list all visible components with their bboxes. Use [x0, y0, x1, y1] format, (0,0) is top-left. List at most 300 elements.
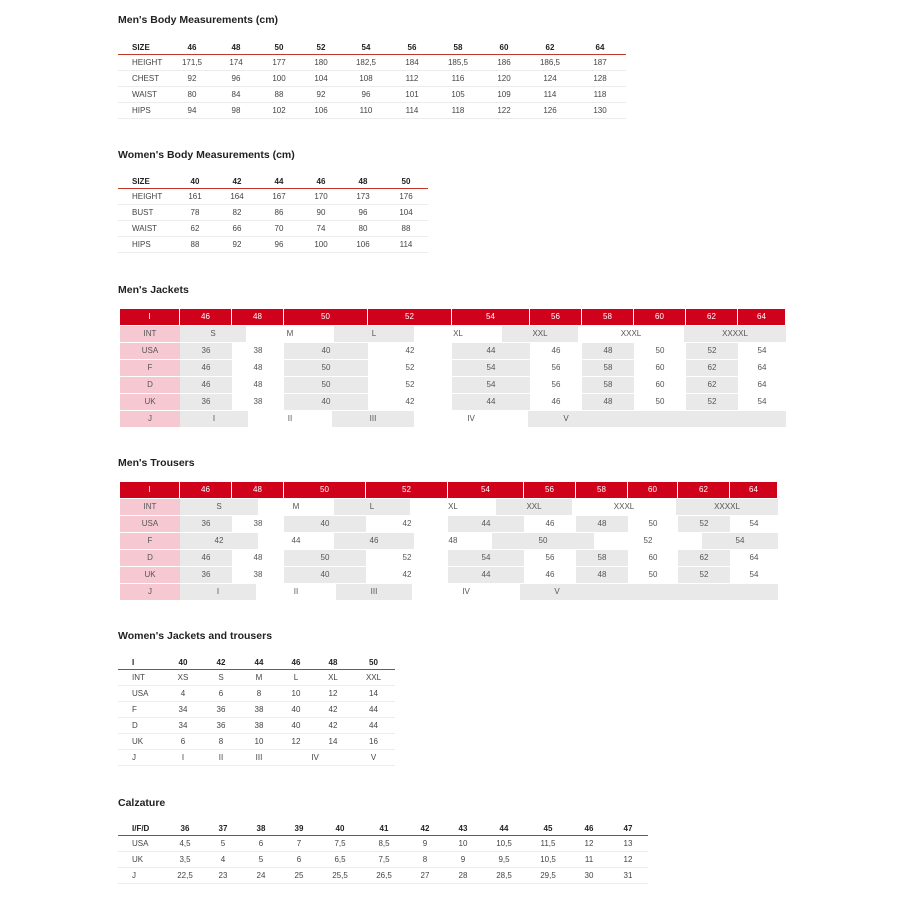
- table-cell: M: [240, 670, 278, 686]
- table-cell: 38: [232, 567, 284, 583]
- table-cell: 54: [452, 360, 530, 376]
- table-cell: IV: [278, 750, 352, 766]
- table-cell: 56: [524, 550, 576, 566]
- header-cell: 54: [452, 309, 530, 325]
- header-cell: 54: [448, 482, 524, 498]
- table-cell: 10,5: [482, 836, 526, 852]
- header-cell: I: [118, 655, 164, 670]
- table-cell: 60: [634, 377, 686, 393]
- table-cell: 46: [180, 377, 232, 393]
- header-cell: 50: [384, 174, 428, 189]
- table-cell: 48: [576, 567, 628, 583]
- table-cell: 12: [608, 852, 648, 868]
- table-cell: 52: [594, 533, 702, 549]
- header-cell: 46: [180, 482, 232, 498]
- table-cell: 48: [576, 516, 628, 532]
- table-cell: 44: [452, 343, 530, 359]
- table-cell: M: [258, 499, 334, 515]
- table-cell: 4,5: [166, 836, 204, 852]
- table-cell: 23: [204, 868, 242, 884]
- table-cell: 40: [284, 394, 368, 410]
- row-label: UK: [120, 394, 180, 410]
- table-cell: XXL: [496, 499, 572, 515]
- table-cell: 105: [434, 87, 482, 103]
- table-cell: 94: [170, 103, 214, 119]
- table-cell: 7,5: [362, 852, 406, 868]
- table-cell: 50: [284, 360, 368, 376]
- table-cell: XS: [164, 670, 202, 686]
- table-cell: 4: [204, 852, 242, 868]
- table-cell: III: [336, 584, 412, 600]
- header-cell: 38: [242, 821, 280, 836]
- table-cell: 46: [180, 360, 232, 376]
- header-cell: 62: [686, 309, 738, 325]
- table-row: [120, 411, 786, 428]
- table-cell: 36: [180, 567, 232, 583]
- table-row: [118, 702, 395, 718]
- header-cell: 60: [628, 482, 678, 498]
- header-cell: 60: [634, 309, 686, 325]
- table-cell: S: [202, 670, 240, 686]
- table-cell: 31: [608, 868, 648, 884]
- table-cell: V: [528, 411, 604, 427]
- header-cell: 41: [362, 821, 406, 836]
- table-cell: 74: [300, 221, 342, 237]
- table-cell: I: [180, 411, 248, 427]
- header-cell: 42: [406, 821, 444, 836]
- header-cell: I: [120, 482, 180, 498]
- table-cell: 80: [342, 221, 384, 237]
- table-cell: 62: [174, 221, 216, 237]
- table-row: [120, 533, 778, 550]
- table-cell: 58: [576, 550, 628, 566]
- header-cell: 64: [730, 482, 778, 498]
- table-cell: 42: [368, 394, 452, 410]
- table-cell: L: [334, 499, 410, 515]
- table-cell: 46: [180, 550, 232, 566]
- table-cell: 54: [448, 550, 524, 566]
- table-cell: 3,5: [166, 852, 204, 868]
- table-cell: 42: [314, 718, 352, 734]
- header-cell: SIZE: [118, 40, 170, 55]
- table-cell: II: [248, 411, 332, 427]
- row-label: F: [120, 533, 180, 549]
- table-cell: 60: [634, 360, 686, 376]
- header-cell: 44: [482, 821, 526, 836]
- table-cell: 7,5: [318, 836, 362, 852]
- table-cell: 52: [686, 343, 738, 359]
- row-label: WAIST: [118, 221, 174, 237]
- table-row: [120, 343, 786, 360]
- table-cell: 186,5: [526, 55, 574, 71]
- row-label: J: [118, 868, 166, 884]
- header-cell: 46: [300, 174, 342, 189]
- table-row: [118, 221, 428, 237]
- table-cell: 86: [258, 205, 300, 221]
- row-label: F: [120, 360, 180, 376]
- womens-body-table: [118, 174, 428, 253]
- header-cell: 52: [368, 309, 452, 325]
- table-cell: V: [520, 584, 594, 600]
- table-cell: 36: [180, 343, 232, 359]
- table-cell-empty: [604, 411, 786, 427]
- table-cell: 29,5: [526, 868, 570, 884]
- table-cell: 54: [738, 343, 786, 359]
- table-cell: 48: [232, 377, 284, 393]
- table-cell: 30: [570, 868, 608, 884]
- table-row: [118, 55, 626, 71]
- table-cell: 70: [258, 221, 300, 237]
- table-cell: 130: [574, 103, 626, 119]
- table-cell: 42: [180, 533, 258, 549]
- header-cell: 40: [318, 821, 362, 836]
- mens-body-table: [118, 40, 626, 119]
- table-cell: 36: [202, 702, 240, 718]
- table-cell: 56: [530, 360, 582, 376]
- table-cell: 42: [366, 516, 448, 532]
- table-cell: 114: [526, 87, 574, 103]
- table-cell: 100: [258, 71, 300, 87]
- table-cell: 106: [300, 103, 342, 119]
- table-cell: 27: [406, 868, 444, 884]
- table-cell: 114: [384, 237, 428, 253]
- header-cell: 64: [738, 309, 786, 325]
- table-cell: 182,5: [342, 55, 390, 71]
- table-cell: 44: [352, 702, 395, 718]
- header-cell: 48: [214, 40, 258, 55]
- table-cell: 46: [530, 343, 582, 359]
- table-cell: 34: [164, 718, 202, 734]
- header-cell: I/F/D: [118, 821, 166, 836]
- table-cell: 109: [482, 87, 526, 103]
- womens-jackets-table: [118, 655, 395, 766]
- table-cell: XXXL: [572, 499, 676, 515]
- table-cell: S: [180, 499, 258, 515]
- row-label: J: [120, 584, 180, 600]
- header-cell: 50: [352, 655, 395, 670]
- table-cell: 54: [702, 533, 778, 549]
- table-row: [118, 868, 648, 884]
- table-cell: 126: [526, 103, 574, 119]
- row-label: HEIGHT: [118, 189, 174, 205]
- row-label: F: [118, 702, 164, 718]
- header-cell: 39: [280, 821, 318, 836]
- table-row: [120, 499, 778, 516]
- table-row: [120, 584, 778, 601]
- header-cell: 60: [482, 40, 526, 55]
- table-row: [118, 836, 648, 852]
- table-cell: 25: [280, 868, 318, 884]
- table-cell: 11: [570, 852, 608, 868]
- table-cell: 120: [482, 71, 526, 87]
- table-header-row: [118, 821, 648, 836]
- table-cell: 176: [384, 189, 428, 205]
- table-cell: 101: [390, 87, 434, 103]
- table-cell: 186: [482, 55, 526, 71]
- table-row: [118, 205, 428, 221]
- header-cell: 50: [284, 309, 368, 325]
- table-cell: 46: [524, 567, 576, 583]
- table-cell: 36: [180, 394, 232, 410]
- table-cell: 9: [444, 852, 482, 868]
- header-cell: 42: [216, 174, 258, 189]
- mens-jackets-title: Men's Jackets: [118, 284, 189, 296]
- table-cell: L: [334, 326, 414, 342]
- table-cell: 50: [284, 377, 368, 393]
- table-cell: 62: [686, 377, 738, 393]
- header-cell: 62: [678, 482, 730, 498]
- table-cell: 40: [278, 718, 314, 734]
- header-cell: 37: [204, 821, 242, 836]
- table-cell: 46: [524, 516, 576, 532]
- table-cell: V: [352, 750, 395, 766]
- table-row: [120, 377, 786, 394]
- header-cell: 62: [526, 40, 574, 55]
- table-cell: 58: [582, 360, 634, 376]
- table-cell: 40: [284, 343, 368, 359]
- table-cell: II: [202, 750, 240, 766]
- table-cell: XL: [314, 670, 352, 686]
- table-cell: 104: [300, 71, 342, 87]
- mens-trousers-grid: [120, 482, 778, 601]
- table-cell: 52: [368, 377, 452, 393]
- table-cell: 50: [628, 516, 678, 532]
- table-row: [120, 326, 786, 343]
- header-cell: 58: [434, 40, 482, 55]
- table-cell: 25,5: [318, 868, 362, 884]
- table-cell: 48: [582, 394, 634, 410]
- header-cell: 40: [174, 174, 216, 189]
- row-label: CHEST: [118, 71, 170, 87]
- womens-body-title: Women's Body Measurements (cm): [118, 149, 295, 161]
- table-row: [118, 686, 395, 702]
- table-cell: 42: [366, 567, 448, 583]
- header-cell: 44: [240, 655, 278, 670]
- row-label: HIPS: [118, 103, 170, 119]
- table-cell: 124: [526, 71, 574, 87]
- size-header-row: [120, 482, 778, 499]
- table-cell: 108: [342, 71, 390, 87]
- table-cell: 40: [284, 516, 366, 532]
- row-label: UK: [120, 567, 180, 583]
- table-cell: 64: [730, 550, 778, 566]
- table-cell: 128: [574, 71, 626, 87]
- table-cell: 52: [366, 550, 448, 566]
- table-cell: 9: [406, 836, 444, 852]
- table-cell: 122: [482, 103, 526, 119]
- table-cell: 24: [242, 868, 280, 884]
- table-cell: 112: [390, 71, 434, 87]
- header-cell: 48: [232, 309, 284, 325]
- header-cell: 40: [164, 655, 202, 670]
- table-cell: IV: [414, 411, 528, 427]
- table-cell: 8,5: [362, 836, 406, 852]
- row-label: USA: [118, 686, 164, 702]
- header-cell: 50: [284, 482, 366, 498]
- table-cell: 44: [448, 567, 524, 583]
- table-cell: 46: [530, 394, 582, 410]
- row-label: D: [118, 718, 164, 734]
- table-cell: 88: [258, 87, 300, 103]
- table-row: [118, 718, 395, 734]
- table-row: [120, 360, 786, 377]
- table-cell: 40: [284, 567, 366, 583]
- table-cell: 6: [242, 836, 280, 852]
- table-header-row: [118, 174, 428, 189]
- table-cell: 12: [314, 686, 352, 702]
- table-cell: 48: [414, 533, 492, 549]
- table-cell: 98: [214, 103, 258, 119]
- row-label: INT: [118, 670, 164, 686]
- table-cell: 8: [202, 734, 240, 750]
- table-cell: II: [256, 584, 336, 600]
- table-row: [118, 103, 626, 119]
- table-cell: I: [180, 584, 256, 600]
- table-cell: 118: [574, 87, 626, 103]
- table-cell: 10: [444, 836, 482, 852]
- table-header-row: [118, 655, 395, 670]
- table-cell: 36: [180, 516, 232, 532]
- table-cell: 10: [240, 734, 278, 750]
- table-cell: 14: [352, 686, 395, 702]
- table-cell: 44: [352, 718, 395, 734]
- header-cell: 46: [278, 655, 314, 670]
- header-cell: 64: [574, 40, 626, 55]
- table-cell: 48: [232, 360, 284, 376]
- table-cell: XXXXL: [676, 499, 778, 515]
- table-row: [118, 852, 648, 868]
- table-cell: 22,5: [166, 868, 204, 884]
- table-cell: III: [240, 750, 278, 766]
- header-cell: 48: [232, 482, 284, 498]
- size-header-row: [120, 309, 786, 326]
- header-cell: 46: [570, 821, 608, 836]
- header-cell: 56: [530, 309, 582, 325]
- table-cell: 167: [258, 189, 300, 205]
- table-cell: XL: [414, 326, 502, 342]
- row-label: INT: [120, 499, 180, 515]
- table-row: [118, 670, 395, 686]
- table-row: [120, 394, 786, 411]
- row-label: USA: [120, 343, 180, 359]
- table-cell: 38: [232, 343, 284, 359]
- table-row: [118, 750, 395, 766]
- header-cell: SIZE: [118, 174, 174, 189]
- table-cell: 110: [342, 103, 390, 119]
- table-cell: 26,5: [362, 868, 406, 884]
- table-cell: 10,5: [526, 852, 570, 868]
- table-cell: S: [180, 326, 246, 342]
- table-cell: 12: [570, 836, 608, 852]
- header-cell: 46: [170, 40, 214, 55]
- header-cell: 58: [582, 309, 634, 325]
- table-cell: 50: [628, 567, 678, 583]
- header-cell: 48: [342, 174, 384, 189]
- row-label: USA: [120, 516, 180, 532]
- header-cell: 58: [576, 482, 628, 498]
- mens-jackets-grid: [120, 309, 786, 428]
- table-cell: 48: [582, 343, 634, 359]
- table-cell: 187: [574, 55, 626, 71]
- table-cell: 90: [300, 205, 342, 221]
- table-cell: 38: [232, 394, 284, 410]
- table-cell: 173: [342, 189, 384, 205]
- table-cell: 10: [278, 686, 314, 702]
- table-cell: 96: [342, 205, 384, 221]
- table-cell-empty: [594, 584, 778, 600]
- table-cell: 88: [174, 237, 216, 253]
- table-cell: XL: [410, 499, 496, 515]
- table-row: [118, 71, 626, 87]
- table-cell: 7: [280, 836, 318, 852]
- table-row: [118, 237, 428, 253]
- header-cell: 54: [342, 40, 390, 55]
- table-cell: 92: [216, 237, 258, 253]
- table-cell: 54: [730, 567, 778, 583]
- table-cell: III: [332, 411, 414, 427]
- table-cell: 8: [240, 686, 278, 702]
- table-cell: 184: [390, 55, 434, 71]
- header-cell: 43: [444, 821, 482, 836]
- calzature-title: Calzature: [118, 797, 166, 809]
- table-cell: 44: [258, 533, 334, 549]
- table-cell: 116: [434, 71, 482, 87]
- table-cell: 171,5: [170, 55, 214, 71]
- table-cell: 40: [278, 702, 314, 718]
- table-cell: 5: [242, 852, 280, 868]
- row-label: BUST: [118, 205, 174, 221]
- table-cell: 106: [342, 237, 384, 253]
- table-cell: 62: [678, 550, 730, 566]
- table-row: [120, 550, 778, 567]
- table-cell: XXL: [352, 670, 395, 686]
- row-label: UK: [118, 734, 164, 750]
- table-cell: XXXXL: [684, 326, 786, 342]
- table-row: [118, 734, 395, 750]
- table-cell: 5: [204, 836, 242, 852]
- table-cell: XXXL: [578, 326, 684, 342]
- table-cell: 60: [628, 550, 678, 566]
- row-label: HIPS: [118, 237, 174, 253]
- table-cell: 12: [278, 734, 314, 750]
- table-cell: 64: [738, 377, 786, 393]
- table-cell: 96: [258, 237, 300, 253]
- table-cell: 164: [216, 189, 258, 205]
- row-label: HEIGHT: [118, 55, 170, 71]
- row-label: WAIST: [118, 87, 170, 103]
- table-row: [120, 516, 778, 533]
- table-cell: 161: [174, 189, 216, 205]
- table-cell: 11,5: [526, 836, 570, 852]
- table-row: [120, 567, 778, 584]
- table-cell: 170: [300, 189, 342, 205]
- header-cell: 46: [180, 309, 232, 325]
- table-cell: 48: [232, 550, 284, 566]
- table-cell: 78: [174, 205, 216, 221]
- table-cell: 50: [634, 343, 686, 359]
- womens-jackets-title: Women's Jackets and trousers: [118, 630, 273, 642]
- table-cell: 62: [686, 360, 738, 376]
- table-cell: 38: [240, 718, 278, 734]
- table-cell: 28: [444, 868, 482, 884]
- row-label: J: [118, 750, 164, 766]
- table-cell: M: [246, 326, 334, 342]
- table-cell: 52: [678, 567, 730, 583]
- header-cell: 56: [524, 482, 576, 498]
- table-cell: 96: [214, 71, 258, 87]
- table-cell: 177: [258, 55, 300, 71]
- table-cell: 4: [164, 686, 202, 702]
